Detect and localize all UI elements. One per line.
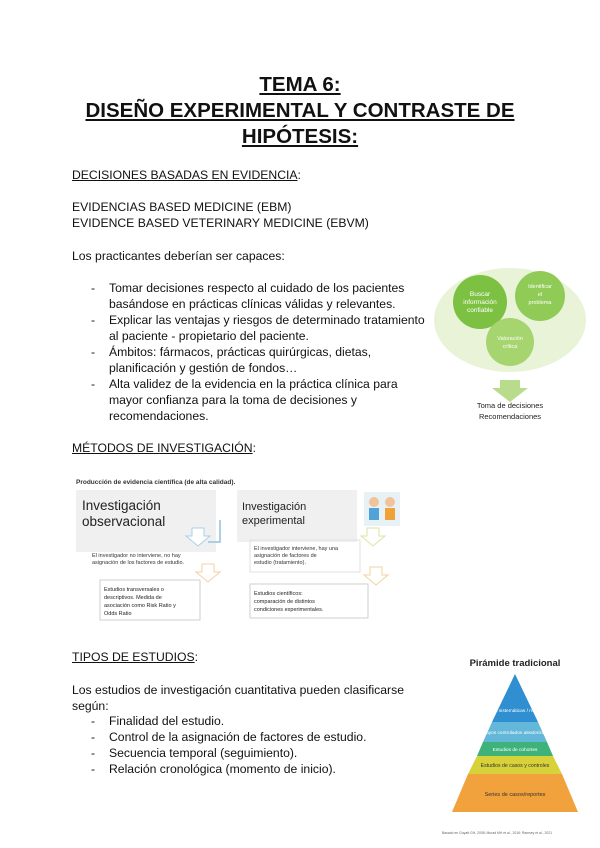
tipos-intro: Los estudios de investigación cuantitativa pueden clasificarse (72, 683, 404, 697)
pyramid-title: Pirámide tradicional (469, 658, 561, 669)
list-item: - Tomar decisiones respecto al cuidado de los pacientes basándose en prácticas clínicas válidas y relevantes. (109, 280, 439, 312)
heading-text: DECISIONES BASADAS EN EVIDENCIA (72, 168, 298, 182)
list-item: - Ámbitos: fármacos, prácticas quirúrgicas, dietas, planificación y gestión de fondos… (109, 344, 439, 376)
heading-colon: : (252, 441, 256, 455)
heading-colon: : (297, 168, 301, 182)
list-item-line: Ámbitos: fármacos, prácticas quirúrgicas, dietas, (109, 345, 372, 359)
list-item: - Explicar las ventajas y riesgos de determinado tratamiento al paciente - propietario del paciente. (109, 312, 439, 344)
experimental-result: comparación de distintos (254, 599, 315, 605)
experimental-note: El investigador interviene, hay una (254, 546, 339, 552)
figure-caption: Producción de evidencia científica (de alta calidad). (76, 479, 236, 486)
circle-label: Buscar (469, 291, 491, 298)
diagram-output: Toma de decisiones (476, 401, 544, 410)
pyramid-source: Basado en Guyatt GH, 2008; Murad MH et al., 2016; Ramsey et al., 2021 (442, 831, 553, 835)
list-item-line: Finalidad del estudio. (109, 714, 225, 728)
observational-title: Investigación (82, 498, 161, 513)
child-body-icon (369, 508, 379, 520)
heading-text: TIPOS DE ESTUDIOS (72, 650, 195, 664)
observational-result: descriptivos. Medida de (104, 595, 162, 601)
down-arrow-icon (492, 380, 528, 402)
experimental-note: asignación de factores de (254, 553, 317, 559)
practicantes-intro: Los practicantes deberían ser capaces: (72, 249, 285, 263)
list-item-line: Relación cronológica (momento de inicio). (109, 762, 336, 776)
observational-title: observacional (82, 514, 166, 529)
observational-note: El investigador no interviene, no hay (92, 553, 181, 559)
ebm-line: EVIDENCIAS BASED MEDICINE (EBM) (72, 200, 292, 214)
section-heading-tipos (72, 649, 198, 665)
research-methods-figure (72, 472, 402, 628)
title-line-3: HIPÓTESIS: (241, 125, 359, 148)
children-illustration (364, 492, 400, 526)
list-item: - Relación cronológica (momento de inicio). (109, 761, 429, 777)
list-item: - Control de la asignación de factores de estudio. (109, 729, 429, 745)
list-item-line: al paciente - propietario del paciente. (109, 329, 309, 343)
observational-result: Estudios transversales o (104, 587, 164, 593)
pyramid-level-label: Estudios de cohortes (492, 748, 538, 753)
list-item: - Secuencia temporal (seguimiento). (109, 745, 429, 761)
list-item-line: Control de la asignación de factores de estudio. (109, 730, 367, 744)
list-item-line: recomendaciones. (109, 409, 209, 423)
list-item-line: Alta validez de la evidencia en la práctica clínica para (109, 377, 398, 391)
pyramid-level-label: Ensayos controlados aleatorizados (477, 731, 553, 736)
section-heading-metodos (72, 440, 256, 456)
circle-label: confiable (466, 307, 494, 314)
pyramid-level-label: Estudios de casos y controles (480, 763, 550, 769)
heading-text: MÉTODOS DE INVESTIGACIÓN (72, 441, 253, 455)
evidence-pyramid (440, 652, 595, 838)
ebvm-line: EVIDENCE BASED VETERINARY MEDICINE (EBVM) (72, 216, 369, 230)
experimental-result: condiciones experimentales. (254, 607, 324, 613)
experimental-result: Estudios científicos: (254, 591, 303, 597)
pyramid-level-label: Revisiones sistemáticas / metaanálisis (474, 709, 556, 714)
circle-appraisal (486, 318, 534, 366)
list-item-line: Tomar decisiones respecto al cuidado de los pacientes (109, 281, 405, 295)
experimental-note: estudio (tratamiento). (254, 560, 306, 566)
experimental-title: experimental (242, 515, 305, 527)
list-item-line: basándose en prácticas clínicas válidas y relevantes. (109, 297, 396, 311)
circle-label: información (463, 299, 497, 306)
child-body-icon (385, 508, 395, 520)
circle-label: crítica (502, 344, 518, 350)
section-heading-decisiones (72, 167, 301, 183)
tipos-intro: según: (72, 699, 109, 713)
observational-result: Odds Ratio (104, 611, 132, 617)
heading-colon: : (194, 650, 198, 664)
list-item-line: mayor confianza para la toma de decisiones y (109, 393, 357, 407)
child-head-icon (385, 497, 395, 507)
list-item-line: Explicar las ventajas y riesgos de determinado tratamiento (109, 313, 425, 327)
child-head-icon (369, 497, 379, 507)
pyramid-level (492, 674, 538, 722)
list-item: - Finalidad del estudio. (109, 713, 429, 729)
observational-note: asignación de los factores de estudio. (92, 560, 185, 566)
experimental-title: Investigación (242, 501, 307, 513)
circle-label: el (537, 292, 543, 298)
circle-label: Valoración (497, 336, 523, 342)
diagram-output: Recomendaciones (478, 412, 542, 421)
title-line-2: DISEÑO EXPERIMENTAL Y CONTRASTE DE (85, 99, 515, 122)
circle-label: Identificar (528, 284, 552, 290)
list-item-line: Secuencia temporal (seguimiento). (109, 746, 298, 760)
circle-label: problema (528, 300, 552, 306)
title-line-1: TEMA 6: (259, 73, 341, 96)
observational-result: asociación como Risk Ratio y (104, 603, 176, 609)
list-item: - Alta validez de la evidencia en la práctica clínica para mayor confianza para la toma de decisiones y recomendaciones. (109, 376, 439, 424)
pyramid-level-label: Series de casos/reportes (484, 792, 546, 798)
list-item-line: planificación y gestión de fondos… (109, 361, 298, 375)
evidence-cycle-diagram (430, 262, 590, 422)
